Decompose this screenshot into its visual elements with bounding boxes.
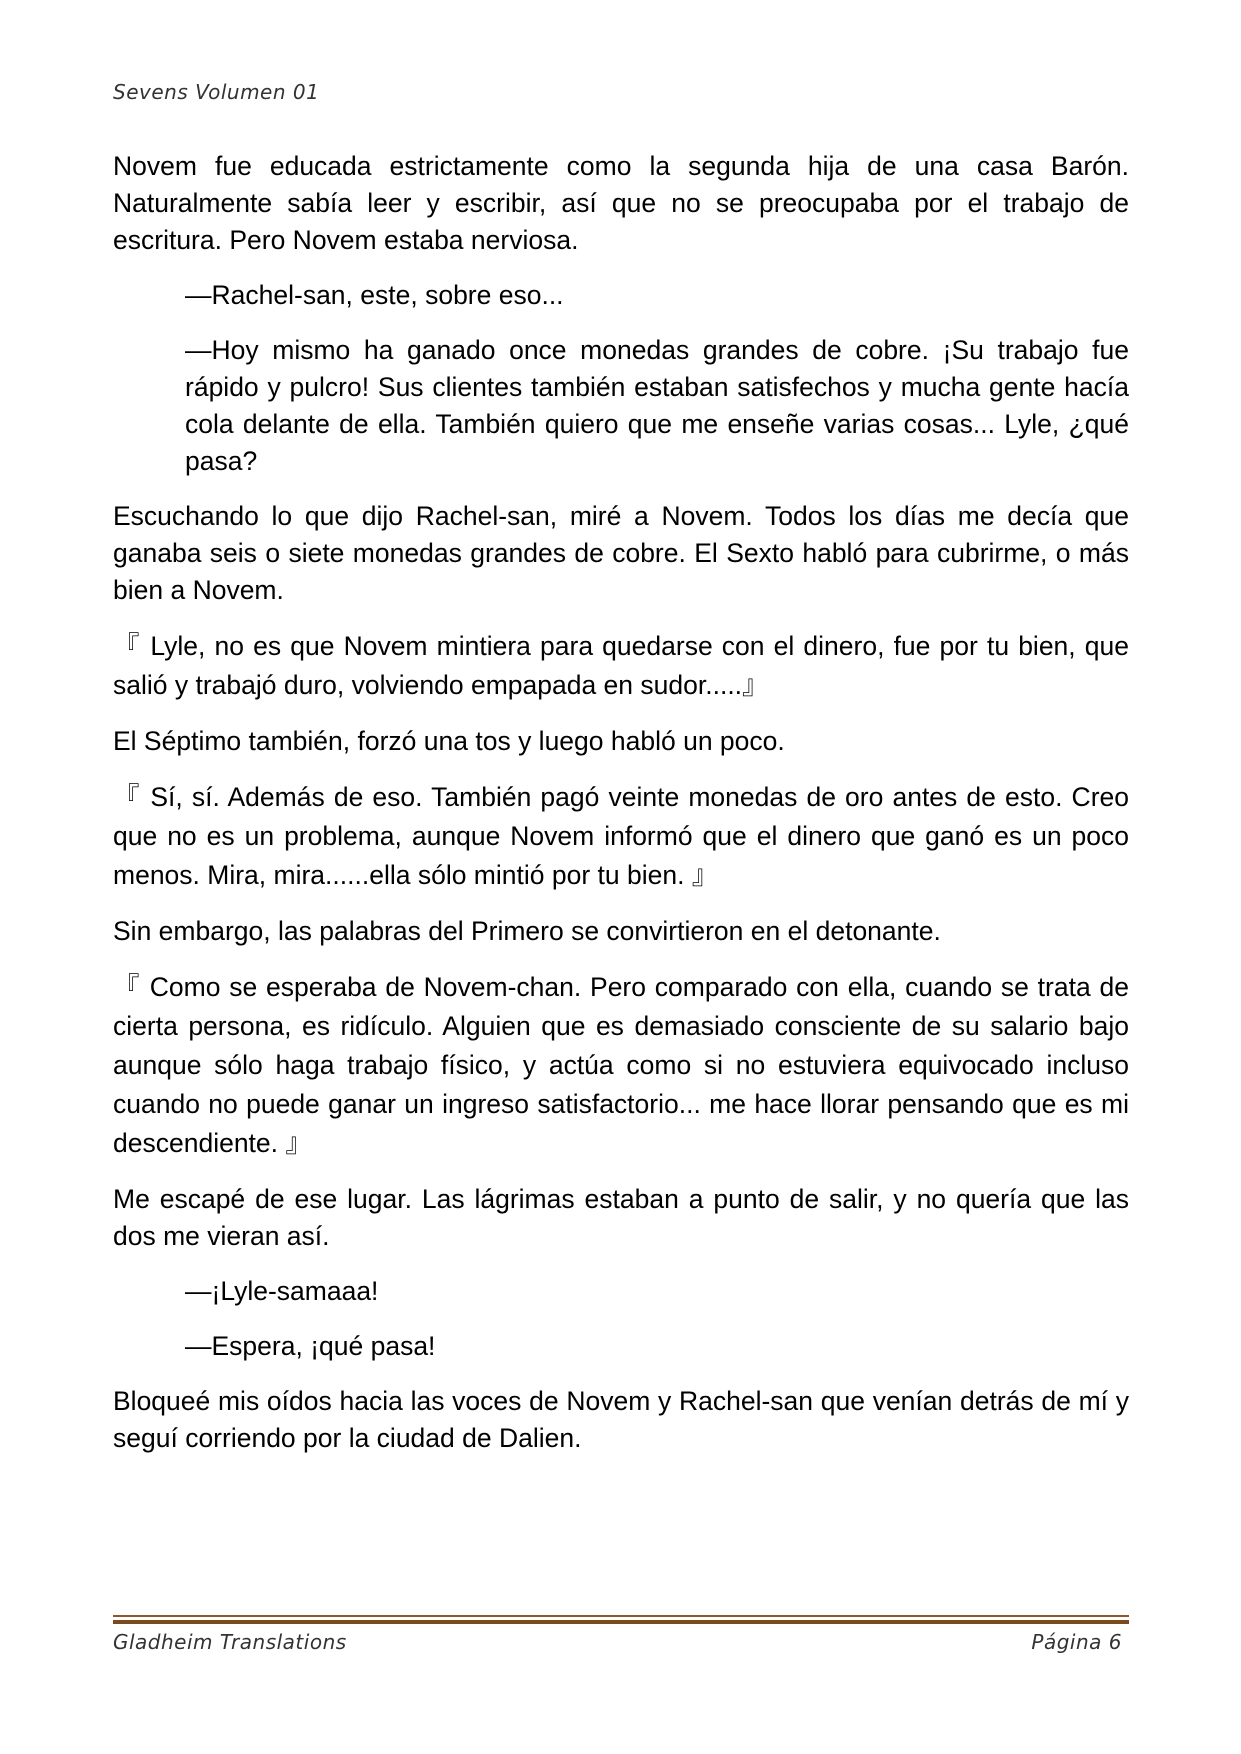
footer-rule-thick: [113, 1620, 1129, 1624]
dialogue-3: —¡Lyle-samaaa!: [185, 1276, 379, 1306]
paragraph-3: El Séptimo también, forzó una tos y luego habló un poco.: [113, 726, 785, 756]
dialogue-2: —Hoy mismo ha ganado once monedas grandes de cobre. ¡Su trabajo fue rápido y pulcro! Sus clientes también estaban satisfechos y mucha gente hacía cola delante de ella. También quiero que me enseñe varias cosas... Lyle, ¿qué pasa?: [185, 335, 1129, 476]
paragraph-2: Escuchando lo que dijo Rachel-san, miré a Novem. Todos los días me decía que ganaba seis o siete monedas grandes de cobre. El Sexto habló para cubrirme, o más bien a Novem.: [113, 501, 1129, 605]
dialogue-1: —Rachel-san, este, sobre eso...: [185, 280, 564, 310]
paragraph-6: Bloqueé mis oídos hacia las voces de Novem y Rachel-san que venían detrás de mí y seguí corriendo por la ciudad de Dalien.: [113, 1386, 1129, 1453]
header-title: Sevens Volumen 01: [113, 80, 320, 104]
footer-publisher: Gladheim Translations: [113, 1630, 347, 1654]
footer-page-number: Página 6: [1031, 1630, 1122, 1654]
paragraph-5: Me escapé de ese lugar. Las lágrimas estaban a punto de salir, y no quería que las dos me vieran así.: [113, 1184, 1129, 1251]
paragraph-1: Novem fue educada estrictamente como la segunda hija de una casa Barón. Naturalmente sabía leer y escribir, así que no se preocupaba por el trabajo de escritura. Pero Novem estaba nerviosa.: [113, 151, 1129, 255]
quote-1: 『 Lyle, no es que Novem mintiera para quedarse con el dinero, fue por tu bien, que salió y trabajó duro, volviendo empapada en sudor.....』: [113, 631, 1129, 700]
paragraph-4: Sin embargo, las palabras del Primero se convirtieron en el detonante.: [113, 916, 941, 946]
dialogue-4: —Espera, ¡qué pasa!: [185, 1331, 436, 1361]
quote-3: 『 Como se esperaba de Novem-chan. Pero comparado con ella, cuando se trata de cierta persona, es ridículo. Alguien que es demasiado consciente de su salario bajo aunque sólo haga trabajo físico, y actúa como si no estuviera equivocado incluso cuando no puede ganar un ingreso satisfactorio... me hace llorar pensando que es mi descendiente. 』: [113, 972, 1129, 1158]
page-body: [113, 148, 1129, 1475]
quote-2: 『 Sí, sí. Además de eso. También pagó veinte monedas de oro antes de esto. Creo que no es un problema, aunque Novem informó que el dinero que ganó es un poco menos. Mira, mira......ella sólo mintió por tu bien. 』: [113, 782, 1129, 890]
footer-rule-thin: [113, 1615, 1129, 1617]
